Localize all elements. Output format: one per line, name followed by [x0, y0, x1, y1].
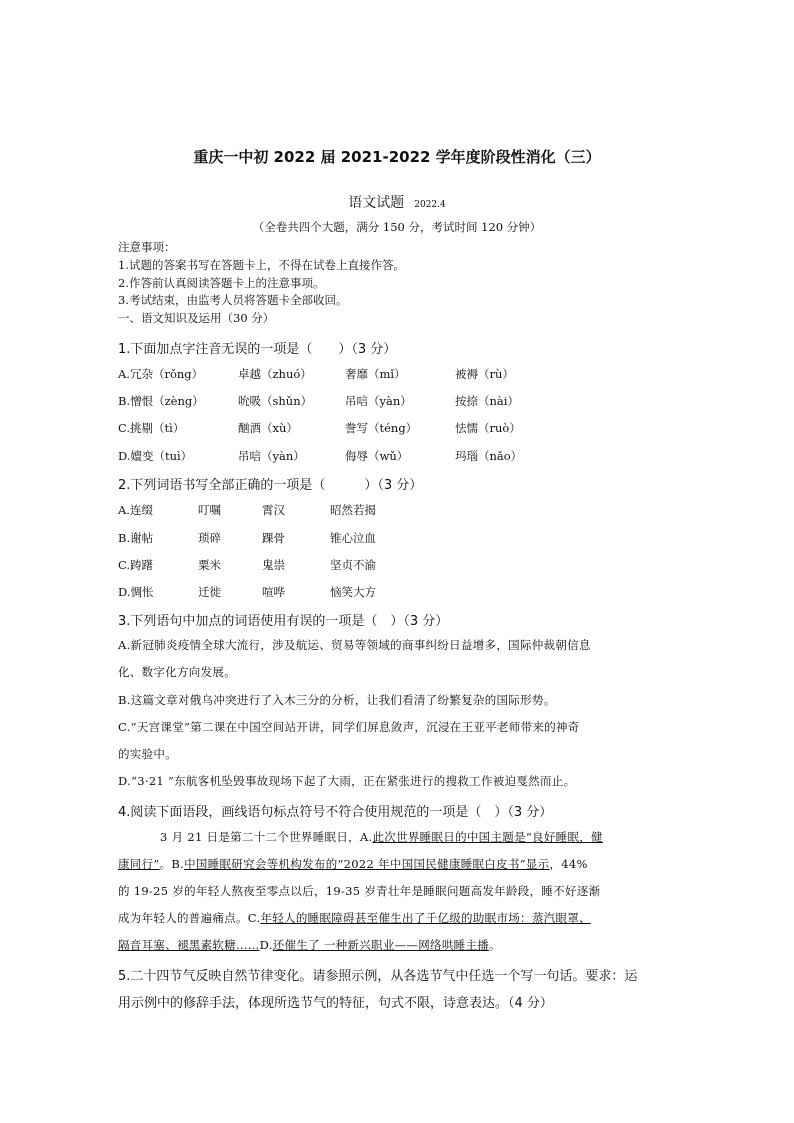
option-text: 踝骨	[262, 531, 285, 545]
option-text: 怯懦（ruò）	[455, 421, 521, 435]
underlined-sentence-a: 此次世界睡眠日的中国主题是“良好睡眠，健	[372, 830, 603, 844]
option-text: 被褥（rù）	[455, 367, 514, 381]
passage-line	[118, 856, 588, 872]
note-item: 2.作答前认真阅读答题卡上的注意事项。	[118, 276, 325, 290]
option-text: 迁徙	[198, 585, 221, 599]
question-5-stem: 5.二十四节气反映自然节律变化。请参照示例，从各选节气中任选一个写一句话。要求：运	[118, 969, 638, 984]
option-text: 玛瑙（nǎo）	[455, 449, 523, 463]
option-text: 的实验中。	[118, 747, 177, 761]
passage-text: 3 月 21 日是第二十二个世界睡眠日，A.	[160, 830, 373, 844]
option-text: B.这篇文章对俄乌冲突进行了入木三分的分析，让我们看清了纷繁复杂的国际形势。	[118, 693, 556, 707]
passage-text: D.	[259, 938, 273, 952]
option-text: B.憎恨（zèng）	[118, 394, 204, 408]
option-text: 喧哗	[262, 585, 285, 599]
section-heading: 一、语文知识及运用（30 分）	[118, 311, 275, 325]
option-text: A.冗杂（rǒng）	[118, 367, 204, 381]
option-text: C.踌躇	[118, 558, 154, 572]
option-text: 坚贞不渝	[330, 558, 376, 572]
passage-line	[160, 829, 603, 845]
option-text: 昭然若揭	[330, 503, 376, 517]
option-text: 粟米	[198, 558, 221, 572]
option-text: 锥心泣血	[330, 531, 376, 545]
notes-heading: 注意事项：	[118, 240, 176, 254]
option-text: 酗酒（xù）	[238, 421, 298, 435]
option-text: 吮吸（shǔn）	[238, 394, 313, 408]
passage-text: 。	[489, 938, 501, 952]
subject-name: 语文试题	[348, 195, 405, 211]
option-text: 琐碎	[198, 531, 221, 545]
question-5-stem-cont: 用示例中的修辞手法，体现所选节气的特征，句式不限，诗意表达。（4 分）	[118, 996, 553, 1011]
option-text: A.连缀	[118, 503, 153, 517]
subject-title	[0, 192, 794, 212]
option-text: 奢靡（mǐ）	[345, 367, 406, 381]
underlined-sentence-b: 中国睡眠研究会等机构发布的“2022 年中国国民健康睡眠白皮书”显示	[184, 857, 550, 871]
passage-line	[118, 910, 591, 926]
option-text: A.新冠肺炎疫情全球大流行，涉及航运、贸易等领域的商事纠纷日益增多，国际仲裁朝信息	[118, 638, 591, 652]
option-text: 叮嘱	[198, 503, 221, 517]
underlined-sentence-a: 康同行”	[118, 857, 160, 871]
page-title: 重庆一中初 2022 届 2021-2022 学年度阶段性消化（三）	[193, 148, 601, 166]
underlined-sentence-c: 年轻人的睡眠障碍甚至催生出了千亿级的助眠市场：蒸汽眼罩、	[260, 911, 591, 925]
question-1-stem: 1.下面加点字注音无误的一项是（ ）（3 分）	[118, 342, 397, 357]
option-text: 恼笑大方	[330, 585, 376, 599]
option-text: D.“3·21 ”东航客机坠毁事故现场下起了大雨，正在紧张进行的搜救工作被迫戛然而止。	[118, 774, 576, 788]
underlined-sentence-d: 还催生了 一种新兴职业——网络哄睡主播	[272, 938, 490, 952]
question-2-stem: 2.下列词语书写全部正确的一项是（ ）（3 分）	[118, 478, 423, 493]
underlined-sentence-c: 隔音耳塞、褪黑素软糖……	[118, 938, 260, 952]
option-text: D.惆怅	[118, 585, 154, 599]
passage-line: 的 19-25 岁的年轻人熬夜至零点以后，19-35 岁青壮年是睡眠问题高发年龄段，睡不好逐渐	[118, 884, 601, 898]
exam-date: 2022.4	[414, 200, 446, 210]
passage-text: 成为年轻人的普遍痛点。C.	[118, 911, 261, 925]
option-text: 按捺（nài）	[455, 394, 519, 408]
option-text: 卓越（zhuó）	[238, 367, 312, 381]
exam-info: （全卷共四个大题，满分 150 分，考试时间 120 分钟）	[252, 220, 542, 234]
option-text: 侮辱（wǔ）	[345, 449, 409, 463]
option-text: 吊唁（yàn）	[345, 394, 412, 408]
note-item: 1.试题的答案书写在答题卡上，不得在试卷上直接作答。	[118, 258, 405, 272]
option-text: 化、数字化方向发展。	[118, 665, 236, 679]
option-text: 誊写（téng）	[345, 421, 418, 435]
option-text: 鬼祟	[262, 558, 285, 572]
passage-line	[118, 937, 501, 953]
note-item: 3.考试结束，由监考人员将答题卡全部收回。	[118, 293, 348, 307]
option-text: 霄汉	[262, 503, 285, 517]
passage-text: ，44%	[549, 857, 588, 871]
option-text: C.挑剔（tì）	[118, 421, 185, 435]
option-text: 吊唁（yàn）	[238, 449, 305, 463]
option-text: B.谢帖	[118, 531, 154, 545]
question-4-stem: 4.阅读下面语段，画线语句标点符号不符合使用规范的一项是（ ）（3 分）	[118, 805, 553, 820]
question-3-stem: 3.下列语句中加点的词语使用有误的一项是（ ）（3 分）	[118, 614, 449, 629]
option-text: C.“天宫课堂”第二课在中国空间站开讲，同学们屏息敛声，沉浸在王亚平老师带来的神奇	[118, 720, 580, 734]
passage-text: 。B.	[159, 857, 185, 871]
option-text: D.嬗变（tuì）	[118, 449, 193, 463]
